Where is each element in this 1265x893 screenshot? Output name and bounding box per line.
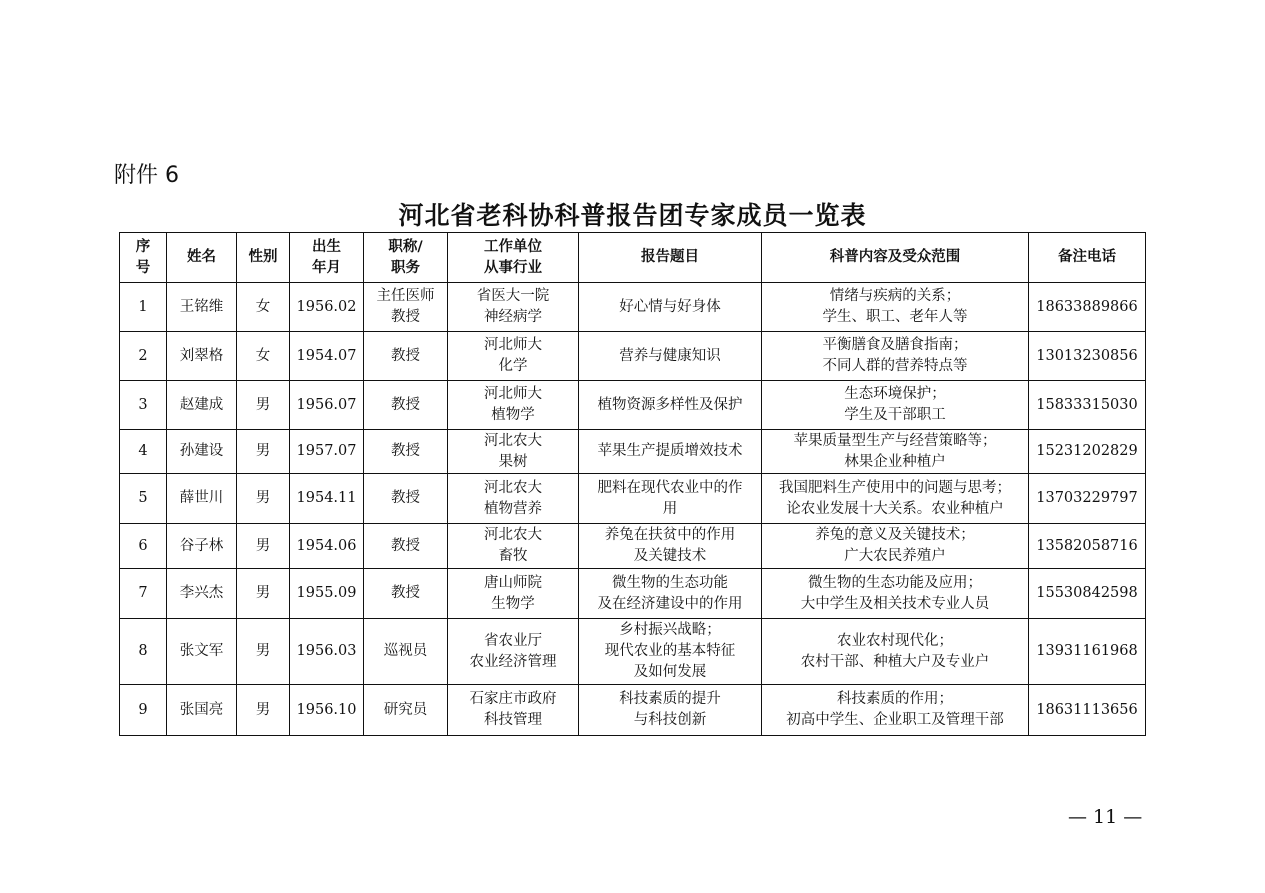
cell-topic [579,685,762,736]
cell-content [762,474,1029,524]
cell-text-line: 果树 [498,453,528,470]
cell-content [762,685,1029,736]
cell-text-line: 河北师大 [484,386,542,402]
cell-unit [448,430,579,474]
cell-text-line: 平衡膳食及膳食指南； [822,337,968,353]
cell-birth: 1956.02 [290,283,364,332]
cell-phone: 13703229797 [1029,474,1146,524]
cell-unit [448,474,579,524]
cell-title [364,685,448,736]
cell-unit [448,619,579,685]
cell-text-line: 学生及干部职工 [844,407,946,423]
header-text: 工作单位 [484,238,542,255]
cell-phone: 18633889866 [1029,283,1146,332]
cell-name: 张国亮 [167,685,237,736]
cell-text-line: 农业农村现代化； [837,632,953,649]
table-row [120,569,1146,619]
cell-gender: 男 [237,474,290,524]
table-row [120,474,1146,524]
cell-gender: 男 [237,619,290,685]
table-row [120,524,1146,569]
cell-name: 孙建设 [167,430,237,474]
cell-text-line: 教授 [391,396,420,413]
table-row [120,283,1146,332]
cell-text-line: 科技素质的提升 [619,691,721,707]
header-unit [448,233,579,283]
cell-gender: 男 [237,430,290,474]
header-text: 从事行业 [484,259,542,276]
cell-name: 张文军 [167,619,237,685]
cell-text-line: 微生物的生态功能 [612,574,728,591]
cell-text-line: 省医大一院 [476,288,550,304]
cell-text-line: 农业经济管理 [469,653,557,670]
cell-text-line: 营养与健康知识 [619,347,721,364]
cell-text-line: 河北农大 [484,527,542,543]
cell-text-line: 河北农大 [484,432,542,449]
header-gender [237,233,290,283]
cell-topic [579,474,762,524]
cell-text-line: 科技素质的作用； [837,691,953,707]
cell-text-line: 养兔在扶贫中的作用 [604,527,736,543]
cell-no: 5 [120,474,167,524]
cell-text-line: 及如何发展 [633,664,707,680]
cell-topic [579,524,762,569]
header-text: 报告题目 [641,249,699,265]
header-text: 职务 [391,259,420,276]
cell-text-line: 学生、职工、老年人等 [822,309,968,325]
cell-text-line: 河北师大 [484,337,542,353]
cell-phone: 15833315030 [1029,381,1146,430]
cell-text-line: 大中学生及相关技术专业人员 [800,595,990,612]
cell-no: 4 [120,430,167,474]
cell-text-line: 与科技创新 [633,712,707,728]
expert-roster-table [119,232,1146,736]
cell-name: 李兴杰 [167,569,237,619]
cell-title [364,474,448,524]
cell-text-line: 及关键技术 [633,548,707,564]
cell-gender: 男 [237,569,290,619]
cell-topic [579,332,762,381]
header-text: 序 [135,238,151,255]
cell-name: 薛世川 [167,474,237,524]
cell-text-line: 石家庄市政府 [469,691,557,707]
cell-no: 1 [120,283,167,332]
cell-birth: 1954.07 [290,332,364,381]
header-text: 备注电话 [1058,249,1116,265]
cell-name: 刘翠格 [167,332,237,381]
cell-text-line: 唐山师院 [484,574,542,591]
table-row [120,332,1146,381]
cell-birth: 1957.07 [290,430,364,474]
cell-content [762,430,1029,474]
cell-text-line: 畜牧 [498,548,528,564]
cell-no: 8 [120,619,167,685]
cell-text-line: 林果企业种植户 [844,453,946,470]
header-no [120,233,167,283]
cell-gender: 男 [237,381,290,430]
cell-text-line: 教授 [391,537,420,554]
cell-text-line: 初高中学生、企业职工及管理干部 [786,712,1004,728]
cell-topic [579,619,762,685]
cell-no: 3 [120,381,167,430]
cell-text-line: 微生物的生态功能及应用； [808,574,982,591]
cell-text-line: 我国肥料生产使用中的问题与思考； [779,479,1011,496]
attachment-label: 附件 6 [114,163,179,188]
cell-topic [579,381,762,430]
cell-gender: 男 [237,524,290,569]
cell-phone: 15530842598 [1029,569,1146,619]
table-row [120,381,1146,430]
cell-content [762,524,1029,569]
cell-title [364,332,448,381]
header-text: 号 [135,259,151,276]
header-text: 年月 [312,259,341,276]
cell-text-line: 教授 [391,443,420,459]
cell-text-line: 神经病学 [484,309,542,325]
cell-gender: 男 [237,685,290,736]
cell-title [364,430,448,474]
cell-title [364,283,448,332]
cell-unit [448,524,579,569]
header-name [167,233,237,283]
cell-unit [448,381,579,430]
cell-birth: 1955.09 [290,569,364,619]
header-text: 姓名 [187,249,216,265]
header-text: 职称/ [388,238,423,255]
cell-gender: 女 [237,332,290,381]
cell-content [762,381,1029,430]
cell-unit [448,685,579,736]
cell-text-line: 教授 [391,309,420,325]
cell-text-line: 主任医师 [376,288,435,304]
header-content [762,233,1029,283]
document-title: 河北省老科协科普报告团专家成员一览表 [398,201,867,230]
cell-phone: 13582058716 [1029,524,1146,569]
header-birth [290,233,364,283]
cell-name: 谷子林 [167,524,237,569]
cell-phone: 15231202829 [1029,430,1146,474]
cell-text-line: 生态环境保护； [844,386,946,402]
cell-text-line: 用 [662,500,678,517]
cell-no: 2 [120,332,167,381]
cell-text-line: 巡视员 [383,643,428,659]
cell-text-line: 农村干部、种植大户及专业户 [800,653,990,670]
cell-text-line: 好心情与好身体 [619,298,721,315]
cell-gender: 女 [237,283,290,332]
cell-no: 9 [120,685,167,736]
cell-text-line: 及在经济建设中的作用 [597,595,743,612]
table-header-row [120,233,1146,283]
cell-text-line: 研究员 [383,701,428,718]
cell-topic [579,569,762,619]
cell-phone: 18631113656 [1029,685,1146,736]
cell-text-line: 河北农大 [484,479,542,496]
cell-text-line: 养兔的意义及关键技术； [815,527,975,543]
cell-content [762,332,1029,381]
cell-text-line: 植物资源多样性及保护 [597,396,743,413]
cell-name: 赵建成 [167,381,237,430]
cell-text-line: 教授 [391,490,420,506]
cell-birth: 1954.11 [290,474,364,524]
cell-text-line: 教授 [391,347,420,364]
cell-text-line: 省农业厅 [484,632,542,649]
table-row [120,619,1146,685]
cell-no: 7 [120,569,167,619]
header-title [364,233,448,283]
cell-no: 6 [120,524,167,569]
table-row [120,685,1146,736]
cell-topic [579,283,762,332]
header-phone [1029,233,1146,283]
cell-text-line: 化学 [498,358,528,374]
cell-birth: 1956.07 [290,381,364,430]
cell-title [364,569,448,619]
table-row [120,430,1146,474]
cell-text-line: 乡村振兴战略； [619,622,721,638]
cell-birth: 1956.10 [290,685,364,736]
cell-text-line: 论农业发展十大关系。农业种植户 [786,500,1004,517]
header-text: 出生 [312,238,341,255]
cell-phone: 13013230856 [1029,332,1146,381]
cell-text-line: 科技管理 [484,712,542,728]
cell-text-line: 植物学 [491,407,535,423]
cell-text-line: 苹果质量型生产与经营策略等； [793,432,997,449]
cell-unit [448,569,579,619]
cell-title [364,619,448,685]
cell-text-line: 现代农业的基本特征 [604,643,736,659]
cell-content [762,619,1029,685]
cell-title [364,524,448,569]
cell-unit [448,332,579,381]
cell-text-line: 情绪与疾病的关系； [829,288,961,304]
header-topic [579,233,762,283]
cell-text-line: 苹果生产提质增效技术 [597,443,743,459]
cell-text-line: 不同人群的营养特点等 [822,358,968,374]
cell-text-line: 肥料在现代农业中的作 [597,479,743,496]
cell-unit [448,283,579,332]
cell-text-line: 生物学 [491,595,535,612]
cell-birth: 1956.03 [290,619,364,685]
cell-text-line: 教授 [391,585,420,601]
cell-name: 王铭维 [167,283,237,332]
cell-phone: 13931161968 [1029,619,1146,685]
cell-title [364,381,448,430]
cell-content [762,569,1029,619]
header-text: 性别 [248,249,278,265]
page-number: — 11 — [1068,806,1143,828]
cell-text-line: 植物营养 [484,500,542,517]
cell-topic [579,430,762,474]
cell-birth: 1954.06 [290,524,364,569]
cell-content [762,283,1029,332]
header-text: 科普内容及受众范围 [829,249,961,265]
cell-text-line: 广大农民养殖户 [844,548,946,564]
